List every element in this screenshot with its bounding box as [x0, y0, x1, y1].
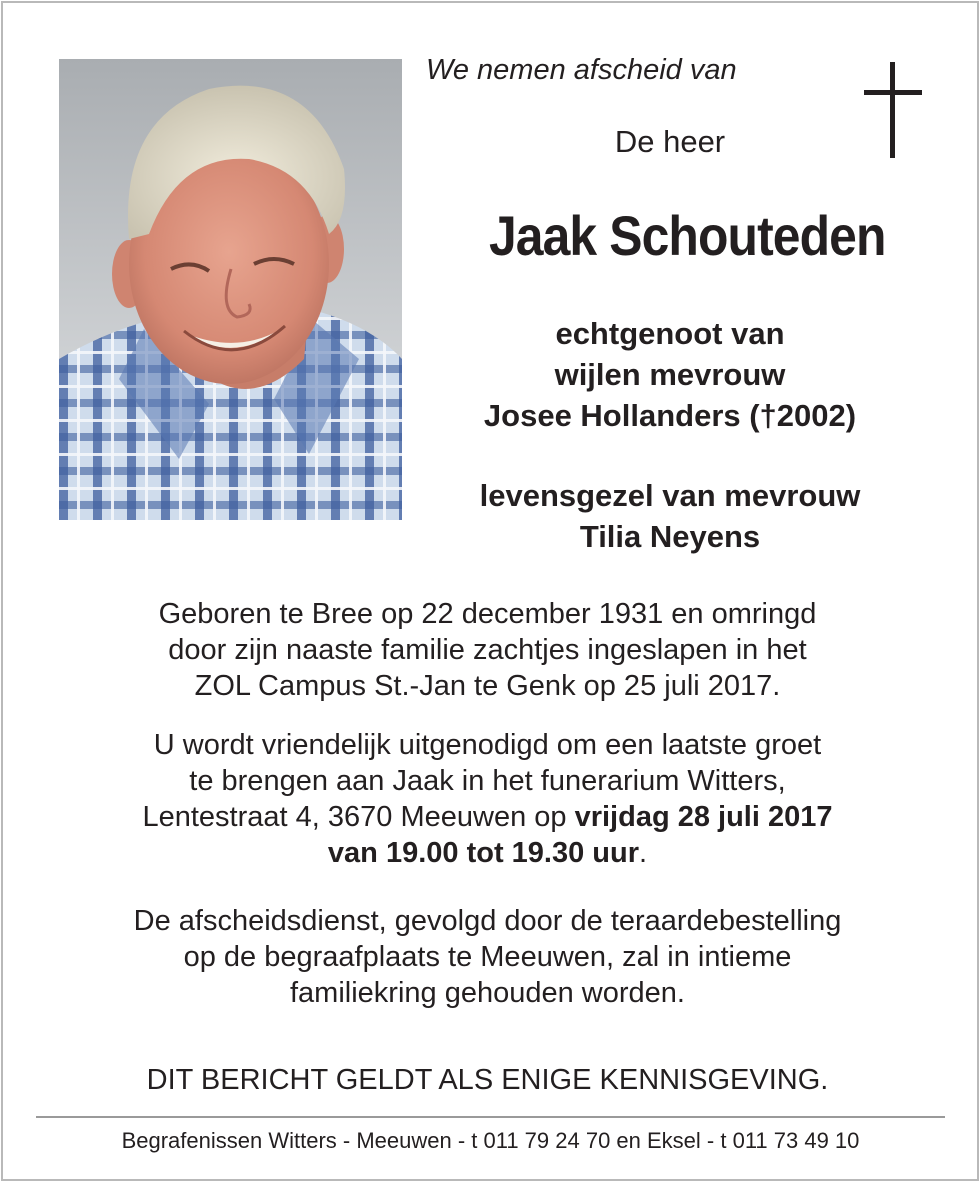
- birth-death-paragraph: [40, 596, 935, 704]
- portrait-photo: [59, 59, 402, 520]
- deceased-name: Jaak Schouteden: [488, 204, 886, 267]
- address-text: Lentestraat 4, 3670 Meeuwen op: [142, 801, 575, 833]
- service-paragraph: [40, 903, 935, 1011]
- spouse-line-2: wijlen mevrouw: [554, 357, 786, 392]
- visitation-date: vrijdag 28 juli 2017: [574, 801, 833, 833]
- visitation-time: van 19.00 tot 19.30 uur: [327, 837, 640, 869]
- paragraph-line: te brengen aan Jaak in het funerarium Witters,: [189, 765, 786, 797]
- paragraph-line: Geboren te Bree op 22 december 1931 en omringd: [158, 598, 817, 630]
- spouse-line-3: Josee Hollanders (†2002): [483, 398, 857, 433]
- salutation: De heer: [614, 124, 726, 159]
- partner-line-1: levensgezel van mevrouw: [479, 478, 861, 513]
- partner-line-2: Tilia Neyens: [579, 519, 761, 554]
- relations-block: [420, 313, 920, 557]
- paragraph-line: [40, 799, 935, 835]
- visitation-paragraph: [40, 727, 935, 871]
- funeral-home-footer: Begrafenissen Witters - Meeuwen - t 011 79 24 70 en Eksel - t 011 73 49 10: [121, 1128, 860, 1153]
- paragraph-line: familiekring gehouden worden.: [290, 977, 685, 1009]
- paragraph-line: [40, 835, 935, 871]
- intro-text: We nemen afscheid van: [426, 54, 737, 86]
- paragraph-line: op de begraafplaats te Meeuwen, zal in intieme: [183, 941, 792, 973]
- paragraph-line: De afscheidsdienst, gevolgd door de teraardebestelling: [133, 905, 842, 937]
- official-notice: DIT BERICHT GELDT ALS ENIGE KENNISGEVING.: [146, 1064, 829, 1096]
- period-text: .: [639, 837, 648, 869]
- paragraph-line: ZOL Campus St.-Jan te Genk op 25 juli 2017.: [194, 670, 781, 702]
- footer-divider: [36, 1116, 945, 1118]
- paragraph-line: U wordt vriendelijk uitgenodigd om een laatste groet: [153, 729, 822, 761]
- spouse-line-1: echtgenoot van: [555, 316, 785, 351]
- paragraph-line: door zijn naaste familie zachtjes ingeslapen in het: [168, 634, 807, 666]
